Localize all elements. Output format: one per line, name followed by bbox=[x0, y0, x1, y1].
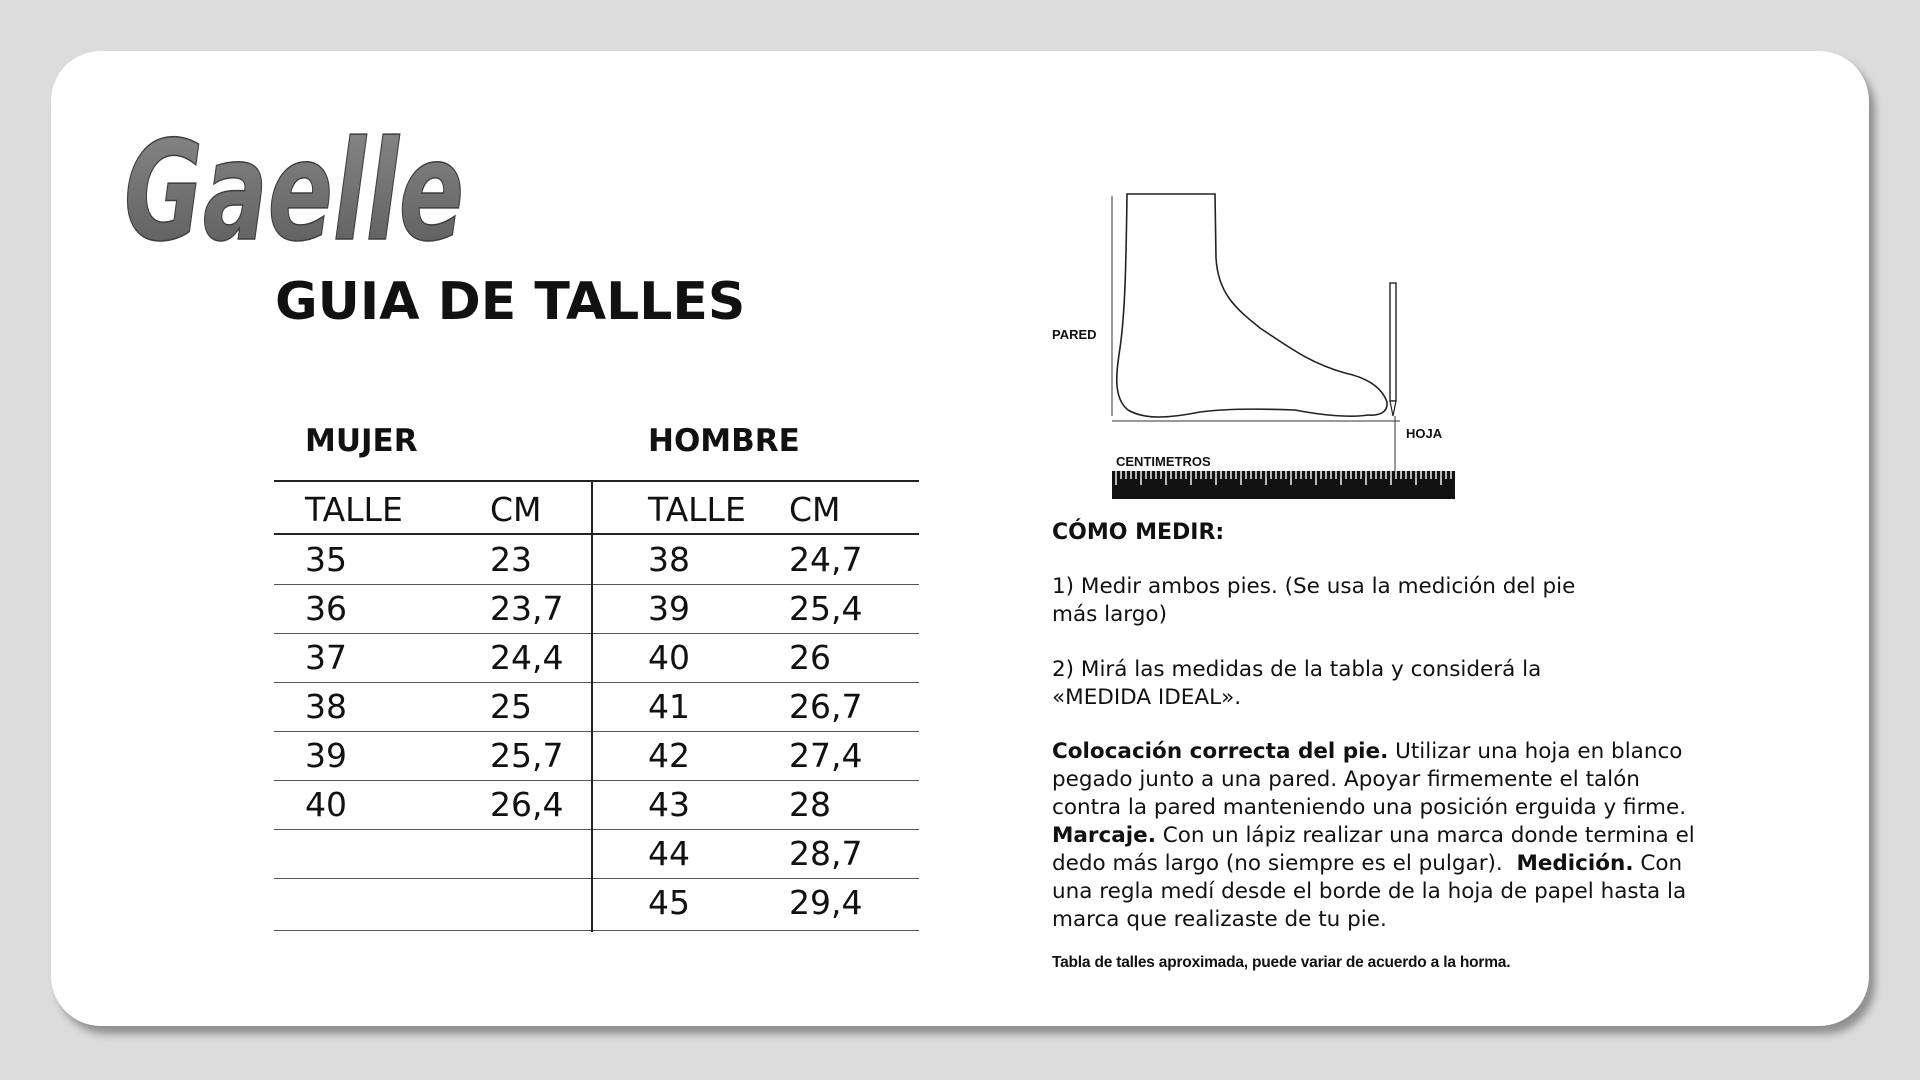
hombre-cm-cell: 28,7 bbox=[789, 834, 863, 873]
step-2 bbox=[1052, 656, 1752, 712]
marcaje-text: Con un lápiz realizar una marca donde termina el bbox=[1155, 823, 1695, 848]
mujer-talle-cell: 37 bbox=[305, 638, 347, 677]
svg-text:Gaelle: Gaelle bbox=[124, 111, 464, 272]
row-rule bbox=[274, 878, 919, 879]
foot-measure-diagram bbox=[1050, 188, 1470, 500]
hombre-talle-cell: 39 bbox=[648, 589, 690, 628]
step-2-line-1: 2) Mirá las medidas de la tabla y considerá la bbox=[1052, 657, 1542, 682]
hombre-talle-cell: 41 bbox=[648, 687, 690, 726]
mujer-talle-header: TALLE bbox=[305, 490, 403, 529]
mujer-cm-header: CM bbox=[490, 490, 542, 529]
mujer-cm-cell: 23 bbox=[490, 540, 532, 579]
header-rule bbox=[274, 533, 919, 535]
row-rule bbox=[274, 731, 919, 732]
hombre-talle-cell: 44 bbox=[648, 834, 690, 873]
row-rule bbox=[274, 584, 919, 585]
size-table bbox=[274, 480, 919, 932]
how-to-measure-title: CÓMO MEDIR: bbox=[1052, 520, 1225, 545]
placement-instructions bbox=[1052, 738, 1772, 934]
ruler-icon bbox=[1112, 471, 1455, 499]
table-bottom-rule bbox=[274, 930, 919, 931]
hombre-cm-cell: 26 bbox=[789, 638, 831, 677]
mujer-cm-cell: 25 bbox=[490, 687, 532, 726]
row-rule bbox=[274, 682, 919, 683]
row-rule bbox=[274, 633, 919, 634]
mujer-talle-cell: 38 bbox=[305, 687, 347, 726]
mujer-talle-cell: 39 bbox=[305, 736, 347, 775]
marcaje-text: dedo más largo (no siempre es el pulgar). bbox=[1052, 851, 1517, 876]
hombre-cm-header: CM bbox=[789, 490, 841, 529]
colocacion-text: contra la pared manteniendo una posición erguida y firme. bbox=[1052, 795, 1687, 820]
foot-outline-icon bbox=[1117, 194, 1387, 417]
pared-label: PARED bbox=[1052, 327, 1097, 342]
column-divider bbox=[591, 480, 593, 932]
hombre-talle-cell: 43 bbox=[648, 785, 690, 824]
page-title: GUIA DE TALLES bbox=[275, 272, 746, 332]
hombre-talle-cell: 40 bbox=[648, 638, 690, 677]
hombre-cm-cell: 29,4 bbox=[789, 883, 863, 922]
table-top-rule bbox=[274, 480, 919, 482]
mujer-cm-cell: 25,7 bbox=[490, 736, 564, 775]
mujer-cm-cell: 24,4 bbox=[490, 638, 564, 677]
approximate-sizes-note: Tabla de talles aproximada, puede variar de acuerdo a la horma. bbox=[1052, 954, 1511, 971]
marcaje-heading: Marcaje. bbox=[1052, 823, 1156, 848]
pencil-icon bbox=[1390, 283, 1396, 416]
hombre-talle-cell: 42 bbox=[648, 736, 690, 775]
hombre-talle-header: TALLE bbox=[648, 490, 746, 529]
medicion-text: una regla medí desde el borde de la hoja de papel hasta la bbox=[1052, 879, 1687, 904]
medicion-heading: Medición. bbox=[1516, 851, 1634, 876]
colocacion-heading: Colocación correcta del pie. bbox=[1052, 739, 1389, 764]
row-rule bbox=[274, 829, 919, 830]
hombre-cm-cell: 24,7 bbox=[789, 540, 863, 579]
mujer-talle-cell: 40 bbox=[305, 785, 347, 824]
step-1-line-1: 1) Medir ambos pies. (Se usa la medición del pie bbox=[1052, 574, 1576, 599]
step-1 bbox=[1052, 573, 1752, 629]
colocacion-text: pegado junto a una pared. Apoyar firmemente el talón bbox=[1052, 767, 1640, 792]
mujer-cm-cell: 26,4 bbox=[490, 785, 564, 824]
hombre-cm-cell: 26,7 bbox=[789, 687, 863, 726]
mujer-talle-cell: 36 bbox=[305, 589, 347, 628]
gaelle-logo bbox=[124, 104, 484, 272]
hombre-talle-cell: 38 bbox=[648, 540, 690, 579]
mujer-talle-cell: 35 bbox=[305, 540, 347, 579]
colocacion-text: Utilizar una hoja en blanco bbox=[1388, 739, 1683, 764]
step-2-line-2: «MEDIDA IDEAL». bbox=[1052, 685, 1242, 710]
hombre-talle-cell: 45 bbox=[648, 883, 690, 922]
step-1-line-2: más largo) bbox=[1052, 602, 1167, 627]
hombre-cm-cell: 27,4 bbox=[789, 736, 863, 775]
medicion-text: Con bbox=[1633, 851, 1683, 876]
hombre-heading: HOMBRE bbox=[648, 423, 800, 459]
hombre-cm-cell: 28 bbox=[789, 785, 831, 824]
medicion-text: marca que realizaste de tu pie. bbox=[1052, 907, 1387, 932]
hoja-label: HOJA bbox=[1406, 426, 1443, 441]
mujer-cm-cell: 23,7 bbox=[490, 589, 564, 628]
hombre-cm-cell: 25,4 bbox=[789, 589, 863, 628]
row-rule bbox=[274, 780, 919, 781]
centimetros-label: CENTIMETROS bbox=[1116, 454, 1211, 469]
mujer-heading: MUJER bbox=[305, 423, 418, 459]
